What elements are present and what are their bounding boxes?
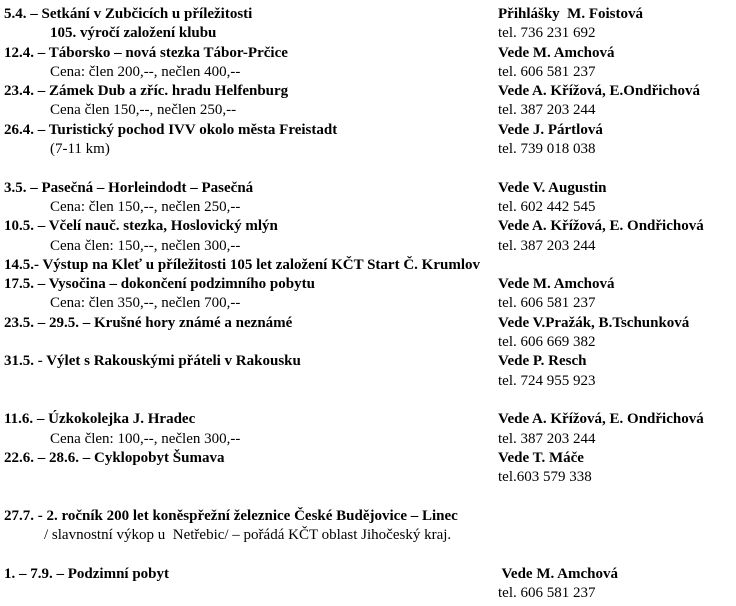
blank-line [0, 391, 736, 410]
schedule-line [0, 410, 736, 429]
schedule-line [0, 256, 736, 275]
event-title: 1. – 7.9. – Podzimní pobyt [4, 565, 170, 582]
leader-name: Vede P. Resch [498, 353, 587, 370]
event-detail: Cena člen 150,--, nečlen 250,-- [50, 102, 237, 119]
schedule-line [0, 121, 736, 140]
schedule-line [0, 352, 736, 371]
schedule-line [0, 275, 736, 294]
event-title: 14.5.- Výstup na Kleť u příležitosti 105 let založení KČT Start Č. Krumlov [4, 256, 480, 273]
event-title: 17.5. – Vysočina – dokončení podzimního pobytu [4, 276, 315, 293]
leader-name: Vede J. Pártlová [498, 121, 603, 138]
event-title: 10.5. – Včelí nauč. stezka, Hoslovický mlýn [4, 218, 278, 235]
schedule-line [0, 198, 736, 217]
leader-name: Vede T. Máče [498, 449, 584, 466]
phone-number: tel. 606 669 382 [498, 334, 596, 351]
event-title: 31.5. - Výlet s Rakouskými přáteli v Rakousku [4, 353, 301, 370]
schedule-line [0, 314, 736, 333]
leader-name: Vede M. Amchová [498, 44, 615, 61]
phone-number: tel. 739 018 038 [498, 141, 596, 158]
schedule-line [0, 63, 736, 82]
schedule-line [0, 507, 736, 526]
schedule-line [0, 24, 736, 43]
schedule-line [0, 179, 736, 198]
event-detail: (7-11 km) [50, 141, 110, 158]
leader-name: Vede A. Křížová, E. Ondřichová [498, 411, 704, 428]
leader-name: Vede A. Křížová, E.Ondřichová [498, 83, 700, 100]
event-title: 3.5. – Pasečná – Horleindodt – Pasečná [4, 179, 254, 196]
event-title: 26.4. – Turistický pochod IVV okolo města Freistadt [4, 121, 338, 138]
phone-number: tel. 606 581 237 [498, 584, 596, 601]
phone-number: tel. 724 955 923 [498, 372, 596, 389]
phone-number: tel. 606 581 237 [498, 295, 596, 312]
event-title: 23.4. – Zámek Dub a zříc. hradu Helfenburg [4, 83, 289, 100]
leader-name: Vede V. Augustin [498, 179, 607, 196]
schedule-line [0, 82, 736, 101]
event-title: 27.7. - 2. ročník 200 let koněspřežní železnice České Budějovice – Linec [4, 507, 458, 524]
blank-line [0, 487, 736, 506]
phone-number: tel. 387 203 244 [498, 237, 596, 254]
schedule-line [0, 140, 736, 159]
schedule-line [0, 217, 736, 236]
leader-name: Vede M. Amchová [498, 565, 618, 582]
schedule-line [0, 101, 736, 120]
event-detail: / slavnostní výkop u Netřebic/ – pořádá KČT oblast Jihočeský kraj. [44, 527, 452, 544]
phone-number: tel.603 579 338 [498, 469, 592, 486]
schedule-line [0, 5, 736, 24]
schedule-line [0, 372, 736, 391]
event-schedule-list [0, 5, 736, 603]
event-title: 22.6. – 28.6. – Cyklopobyt Šumava [4, 449, 225, 466]
phone-number: tel. 602 442 545 [498, 198, 596, 215]
event-title: 23.5. – 29.5. – Krušné hory známé a neznámé [4, 314, 293, 331]
schedule-line [0, 44, 736, 63]
schedule-line [0, 584, 736, 603]
event-detail: Cena: člen 200,--, nečlen 400,-- [50, 63, 241, 80]
phone-number: tel. 606 581 237 [498, 63, 596, 80]
blank-line [0, 159, 736, 178]
event-title: 105. výročí založení klubu [50, 25, 217, 42]
phone-number: tel. 387 203 244 [498, 430, 596, 447]
leader-name: Vede A. Křížová, E. Ondřichová [498, 218, 704, 235]
leader-name: Vede M. Amchová [498, 276, 615, 293]
leader-name: Vede V.Pražák, B.Tschunková [498, 314, 690, 331]
phone-number: tel. 736 231 692 [498, 25, 596, 42]
schedule-line [0, 333, 736, 352]
schedule-line [0, 526, 736, 545]
schedule-line [0, 430, 736, 449]
schedule-line [0, 237, 736, 256]
schedule-line [0, 294, 736, 313]
event-title: 11.6. – Úzkokolejka J. Hradec [4, 411, 196, 428]
event-detail: Cena: člen 350,--, nečlen 700,-- [50, 295, 241, 312]
event-detail: Cena člen: 150,--, nečlen 300,-- [50, 237, 241, 254]
phone-number: tel. 387 203 244 [498, 102, 596, 119]
event-detail: Cena člen: 100,--, nečlen 300,-- [50, 430, 241, 447]
blank-line [0, 545, 736, 564]
schedule-line [0, 565, 736, 584]
event-title: 5.4. – Setkání v Zubčicích u příležitosti [4, 6, 253, 22]
event-detail: Cena: člen 150,--, nečlen 250,-- [50, 198, 241, 215]
leader-name: Přihlášky M. Foistová [498, 6, 643, 22]
schedule-line [0, 449, 736, 468]
schedule-line [0, 468, 736, 487]
event-title: 12.4. – Táborsko – nová stezka Tábor-Prčice [4, 44, 288, 61]
